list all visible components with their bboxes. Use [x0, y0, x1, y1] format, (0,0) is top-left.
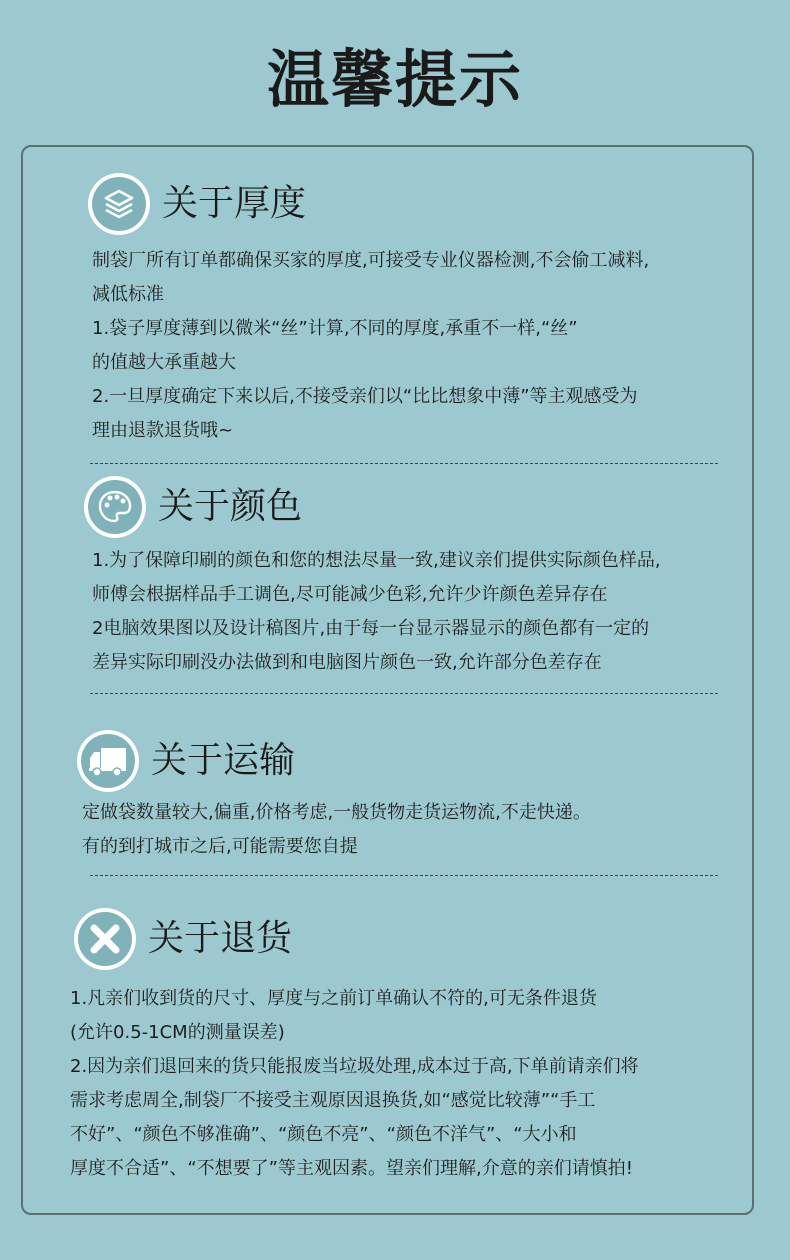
color-line: 1.为了保障印刷的颜色和您的想法尽量一致,建议亲们提供实际颜色样品,	[92, 550, 661, 571]
section-divider	[90, 875, 718, 876]
color-line: 师傅会根据样品手工调色,尽可能减少色彩,允许少许颜色差异存在	[92, 584, 608, 605]
returns-line: 1.凡亲们收到货的尺寸、厚度与之前订单确认不符的,可无条件退货	[70, 988, 597, 1009]
returns-line: 厚度不合适”、“不想要了”等主观因素。望亲们理解,介意的亲们请慎拍!	[70, 1158, 633, 1179]
thickness-line: 的值越大承重越大	[92, 352, 236, 373]
close-x-icon	[74, 908, 136, 970]
returns-line: 需求考虑周全,制袋厂不接受主观原因退换货,如“感觉比较薄”“手工	[70, 1090, 596, 1111]
section-shipping-header	[77, 730, 295, 792]
section-title-shipping: 关于运输	[151, 740, 296, 781]
section-returns-header	[74, 908, 292, 970]
section-thickness-header	[88, 173, 306, 235]
section-returns-body	[70, 982, 639, 1186]
thickness-line: 2.一旦厚度确定下来以后,不接受亲们以“比比想象中薄”等主观感受为	[92, 386, 638, 407]
section-divider	[90, 693, 718, 694]
section-color-body	[92, 544, 661, 680]
thickness-line: 制袋厂所有订单都确保买家的厚度,可接受专业仪器检测,不会偷工减料,	[92, 250, 650, 271]
section-title-thickness: 关于厚度	[162, 183, 307, 224]
section-shipping-body	[82, 796, 591, 864]
returns-line: (允许0.5-1CM的测量误差)	[70, 1022, 285, 1043]
section-thickness-body	[92, 244, 649, 448]
thickness-line: 理由退款退货哦~	[92, 420, 234, 441]
returns-line: 2.因为亲们退回来的货只能报废当垃圾处理,成本过于高,下单前请亲们将	[70, 1056, 639, 1077]
palette-icon	[84, 476, 146, 538]
layers-icon	[88, 173, 150, 235]
returns-line: 不好”、“颜色不够准确”、“颜色不亮”、“颜色不洋气”、“大小和	[70, 1124, 577, 1145]
color-line: 2电脑效果图以及设计稿图片,由于每一台显示器显示的颜色都有一定的	[92, 618, 650, 639]
truck-icon	[77, 730, 139, 792]
thickness-line: 减低标准	[92, 284, 164, 305]
section-color-header	[84, 476, 302, 538]
section-title-returns: 关于退货	[148, 918, 293, 959]
section-divider	[90, 463, 718, 464]
shipping-line: 有的到打城市之后,可能需要您自提	[82, 836, 358, 857]
thickness-line: 1.袋子厚度薄到以微米“丝”计算,不同的厚度,承重不一样,“丝”	[92, 318, 578, 339]
color-line: 差异实际印刷没办法做到和电脑图片颜色一致,允许部分色差存在	[92, 652, 602, 673]
shipping-line: 定做袋数量较大,偏重,价格考虑,一般货物走货运物流,不走快递。	[82, 802, 591, 823]
section-title-color: 关于颜色	[158, 486, 303, 527]
page-title: 温馨提示	[266, 43, 523, 116]
